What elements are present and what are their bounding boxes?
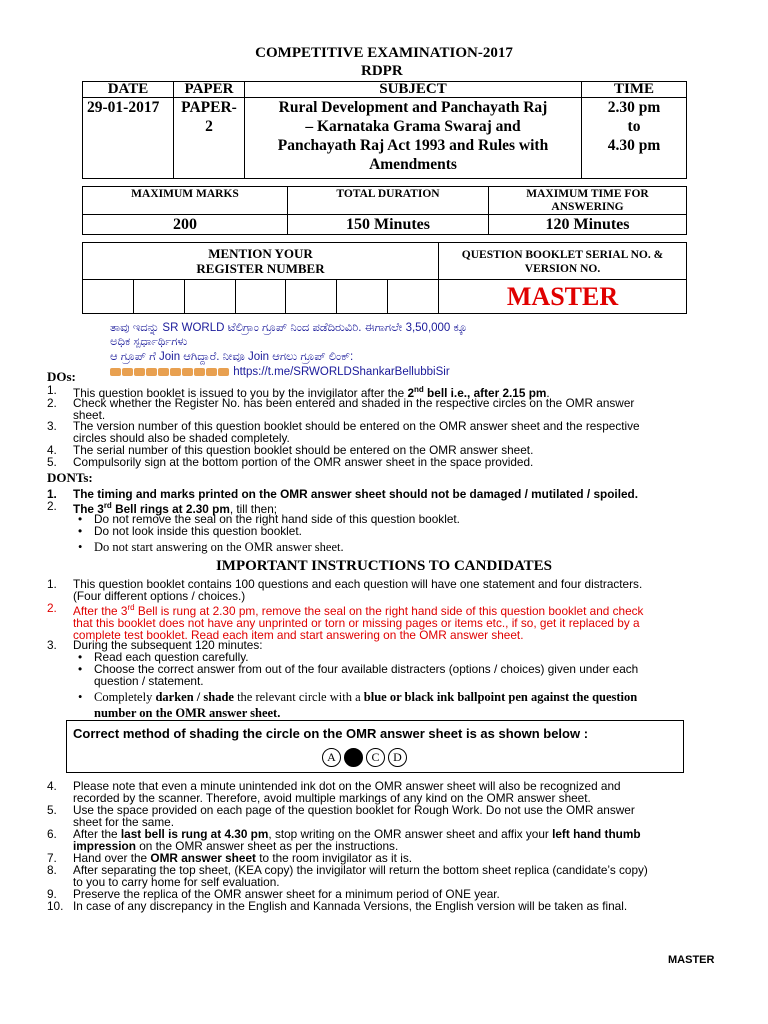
max-marks-header: MAXIMUM MARKS — [83, 187, 288, 215]
max-time-value: 120 Minutes — [489, 215, 687, 235]
subject-line-1: Rural Development and Panchayath Raj — [278, 99, 548, 116]
dos-title: DOs: — [47, 369, 76, 384]
time-end: 4.30 pm — [607, 137, 661, 154]
total-duration-value: 150 Minutes — [288, 215, 489, 235]
register-label-line-2: REGISTER NUMBER — [196, 261, 325, 276]
subject-line-3: Panchayath Raj Act 1993 and Rules with — [277, 137, 549, 154]
register-number-cells — [83, 280, 439, 313]
footer-version: MASTER — [668, 954, 715, 966]
donts-title: DONTs: — [47, 470, 93, 485]
subject-line-2: – Karnataka Grama Swaraj and — [305, 118, 521, 135]
register-label — [83, 243, 439, 280]
time-to: to — [627, 118, 641, 135]
marks-table — [82, 186, 687, 235]
date-header: DATE — [83, 82, 174, 98]
instructions-title: IMPORTANT INSTRUCTIONS TO CANDIDATES — [215, 558, 553, 574]
subject-header: SUBJECT — [245, 82, 582, 98]
telegram-link[interactable]: https://t.me/SRWORLDShankarBellubbiSir — [233, 366, 450, 378]
time-start: 2.30 pm — [607, 99, 661, 116]
omr-bubble-b-filled — [344, 748, 363, 767]
kannada-line-1: ತಾವು ಇದನ್ನು SR WORLD ಟೆಲಿಗ್ರಾಂ ಗ್ರೂಪ್ ನಿಂದ ಪಡೆದಿರುವಿರಿ. ಈಗಾಗಲೇ 3,50,000 ಕ್ಕೂ — [110, 322, 468, 334]
register-cell[interactable] — [337, 280, 388, 313]
omr-bubble-c: C — [366, 748, 385, 767]
register-cell[interactable] — [388, 280, 439, 313]
exam-subtitle: RDPR — [361, 63, 403, 79]
subject-line-4: Amendments — [369, 156, 457, 173]
time-value — [582, 98, 687, 179]
register-cell[interactable] — [83, 280, 134, 313]
register-cell[interactable] — [185, 280, 236, 313]
kannada-line-2: ಅಧಿಕ ಸ್ಪರ್ಧಾರ್ಥಿಗಳು — [110, 336, 188, 348]
paper-line-1: PAPER- — [181, 99, 237, 116]
paper-value — [174, 98, 245, 179]
register-cell[interactable] — [286, 280, 337, 313]
booklet-label-line-1: QUESTION BOOKLET SERIAL NO. & — [461, 249, 664, 261]
pointing-hand-icons — [110, 366, 230, 378]
subject-value — [245, 98, 582, 179]
exam-info-table — [82, 81, 687, 179]
exam-title: COMPETITIVE EXAMINATION-2017 — [255, 45, 513, 61]
register-label-line-1: MENTION YOUR — [208, 246, 313, 261]
kannada-line-3: ಆ ಗ್ರೂಪ್ ಗೆ Join ಆಗಿದ್ದಾರೆ. ನೀವೂ Join ಆಗಲು ಗ್ರೂಪ್ ಲಿಂಕ್: — [110, 351, 354, 363]
omr-bubble-d: D — [388, 748, 407, 767]
booklet-serial-label — [439, 243, 686, 280]
paper-header: PAPER — [174, 82, 245, 98]
omr-bubble-a: A — [322, 748, 341, 767]
total-duration-header: TOTAL DURATION — [288, 187, 489, 215]
register-number-box — [82, 242, 687, 314]
register-cell[interactable] — [236, 280, 287, 313]
time-header: TIME — [582, 82, 687, 98]
telegram-link-row — [110, 365, 450, 379]
max-marks-value: 200 — [83, 215, 288, 235]
max-time-header: MAXIMUM TIME FOR ANSWERING — [489, 187, 687, 215]
paper-line-2: 2 — [205, 118, 213, 135]
version-master: MASTER — [506, 282, 619, 311]
register-cell[interactable] — [134, 280, 185, 313]
omr-example-title: Correct method of shading the circle on the OMR answer sheet is as shown below : — [73, 726, 589, 741]
omr-example-box — [66, 720, 684, 773]
date-value: 29-01-2017 — [83, 98, 174, 179]
booklet-label-line-2: VERSION NO. — [524, 263, 601, 275]
